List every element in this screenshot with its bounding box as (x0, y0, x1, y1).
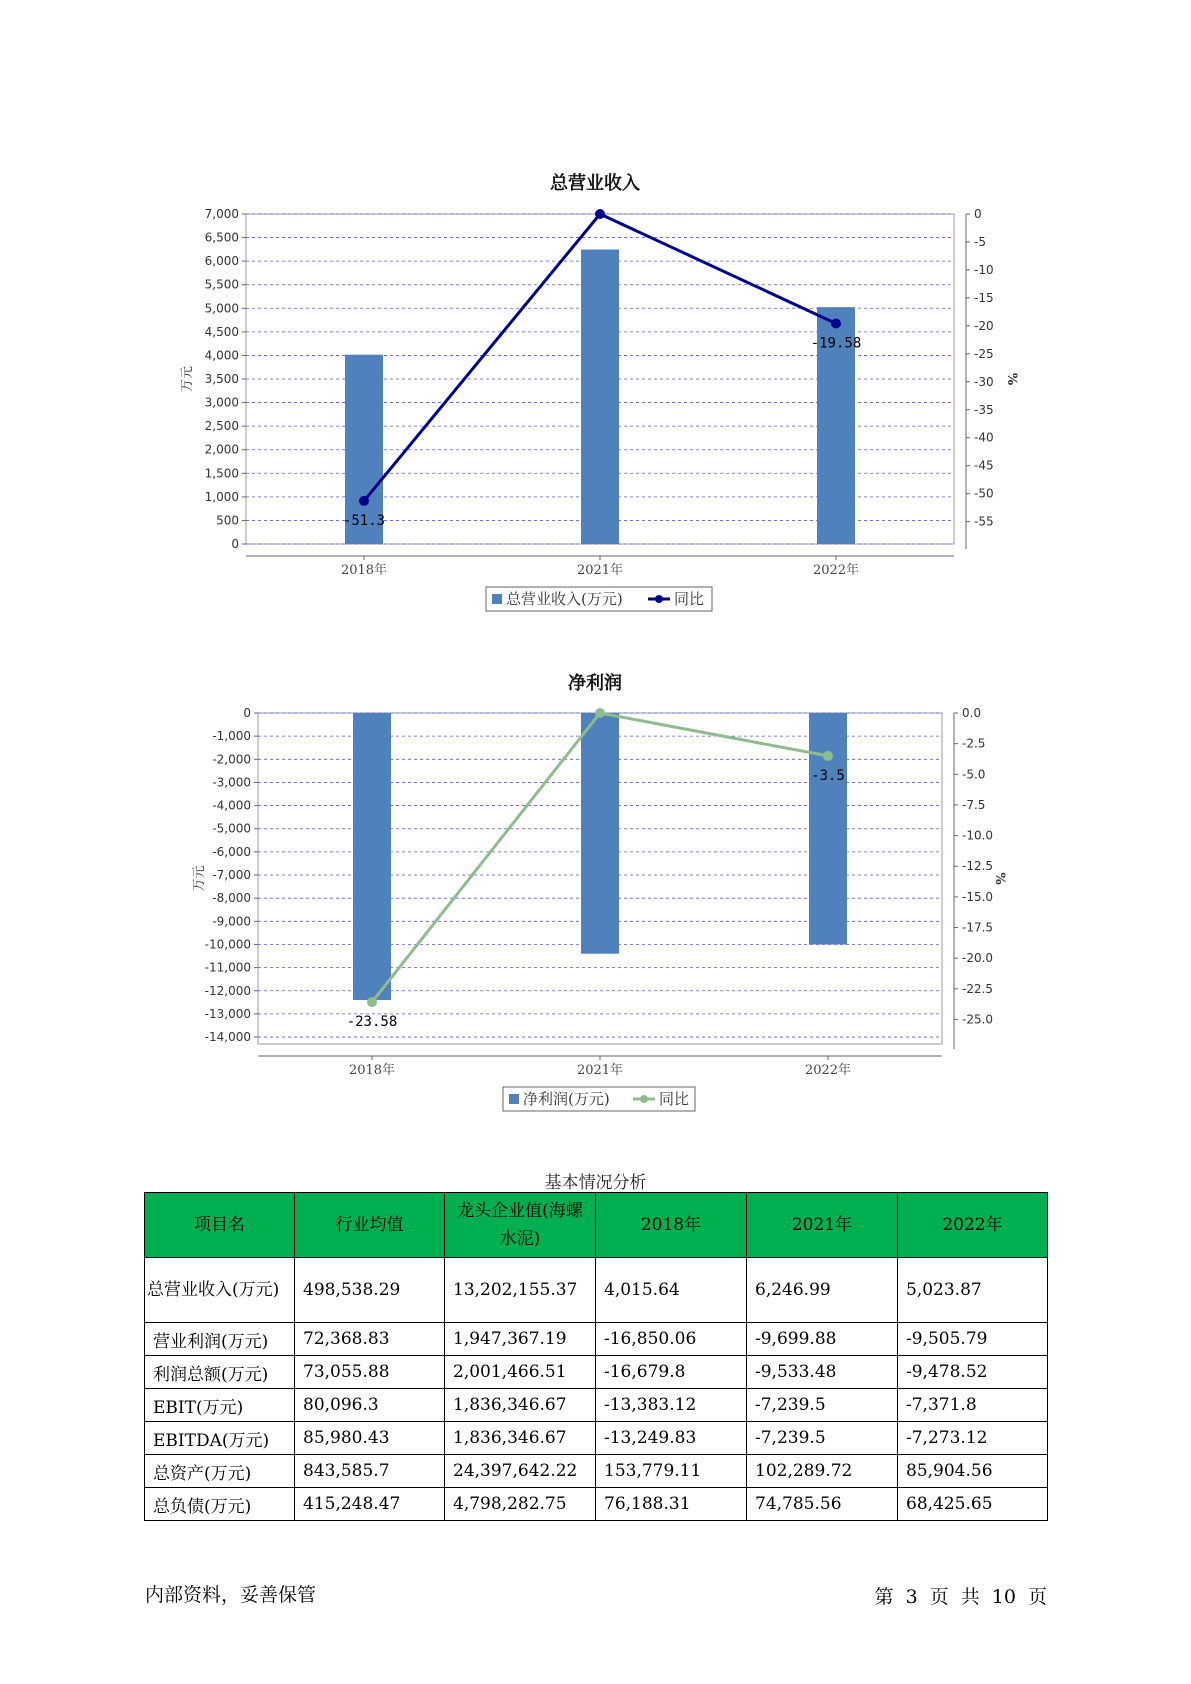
header-leader-value: 龙头企业值(海螺水泥) (445, 1193, 596, 1258)
legend-line-marker (640, 1095, 648, 1103)
y-right-axis-label: % (992, 872, 1007, 885)
x-tick-label: 2018年 (340, 563, 388, 578)
y-tick-label: 1,500 (204, 466, 239, 481)
y-tick-label: 4,000 (204, 348, 239, 363)
data-label: -51.3 (342, 512, 386, 529)
table-row (145, 1323, 1048, 1356)
y-right-tick-label: -30 (974, 374, 994, 389)
y-right-tick-label: -7.5 (962, 797, 986, 812)
y-tick-label: 4,500 (204, 324, 239, 339)
y-tick-label: 7,000 (204, 207, 239, 221)
yoy-point (367, 997, 377, 1007)
y-tick-label: -14,000 (204, 1030, 251, 1045)
yoy-point (359, 496, 369, 506)
y-right-tick-label: -12.5 (962, 859, 994, 874)
y-right-tick-label: -5 (974, 234, 986, 249)
cell-2021: 6,246.99 (747, 1258, 898, 1323)
x-tick-label: 2022年 (804, 1063, 852, 1078)
cell-2021: -7,239.5 (747, 1389, 898, 1422)
header-2021: 2021年 (747, 1193, 898, 1258)
y-tick-label: 0 (231, 537, 239, 551)
table-row (145, 1356, 1048, 1389)
basic-analysis-table (144, 1192, 1048, 1521)
footer-page-number: 第 3 页 共 10 页 (874, 1586, 1047, 1608)
y-right-tick-label: -22.5 (962, 981, 994, 996)
y-tick-label: 6,000 (204, 254, 239, 269)
chart-legend (486, 587, 712, 611)
y-right-tick-label: 0 (974, 207, 982, 221)
cell-2018: 4,015.64 (596, 1258, 747, 1323)
cell-industry-avg: 73,055.88 (295, 1356, 445, 1389)
table-row (145, 1422, 1048, 1455)
cell-industry-avg: 843,585.7 (295, 1455, 445, 1488)
y-tick-label: -5,000 (212, 821, 251, 836)
legend-bar-swatch (509, 1094, 519, 1104)
x-tick-label: 2021年 (576, 1063, 624, 1078)
row-label: 利润总额(万元) (145, 1356, 295, 1389)
cell-industry-avg: 415,248.47 (295, 1488, 445, 1521)
bar (353, 713, 391, 1000)
x-tick-label: 2021年 (576, 563, 624, 578)
cell-2021: 102,289.72 (747, 1455, 898, 1488)
table-header-row (145, 1193, 1048, 1258)
y-tick-label: -8,000 (212, 891, 251, 906)
yoy-point (595, 708, 605, 718)
legend-bar-label: 净利润(万元) (523, 1090, 610, 1108)
cell-2022: -9,478.52 (898, 1356, 1048, 1389)
cell-2021: -9,533.48 (747, 1356, 898, 1389)
y-tick-label: 2,500 (204, 419, 239, 434)
y-tick-label: 3,000 (204, 395, 239, 410)
y-right-tick-label: -20.0 (962, 951, 994, 966)
chart-legend (503, 1087, 695, 1111)
cell-2022: -7,371.8 (898, 1389, 1048, 1422)
chart-title: 总营业收入 (550, 173, 640, 194)
cell-2022: -9,505.79 (898, 1323, 1048, 1356)
y-right-tick-label: -2.5 (962, 736, 986, 751)
cell-industry-avg: 498,538.29 (295, 1258, 445, 1323)
cell-leader-value: 4,798,282.75 (445, 1488, 596, 1521)
cell-2021: 74,785.56 (747, 1488, 898, 1521)
y-right-tick-label: -15 (974, 290, 994, 305)
y-tick-label: -11,000 (204, 960, 251, 975)
cell-industry-avg: 72,368.83 (295, 1323, 445, 1356)
row-label: 总营业收入(万元) (145, 1258, 295, 1323)
cell-2021: -7,239.5 (747, 1422, 898, 1455)
data-label: -19.58 (810, 335, 862, 352)
cell-leader-value: 24,397,642.22 (445, 1455, 596, 1488)
y-right-tick-label: -10.0 (962, 828, 994, 843)
x-tick-label: 2022年 (812, 563, 860, 578)
table-row (145, 1389, 1048, 1422)
legend-line-marker (655, 595, 663, 603)
y-tick-label: 3,500 (204, 372, 239, 386)
cell-2022: 5,023.87 (898, 1258, 1048, 1323)
y-tick-label: 5,000 (204, 301, 239, 316)
chart-title: 净利润 (568, 673, 622, 694)
table-row (145, 1258, 1048, 1323)
data-label: -23.58 (346, 1014, 398, 1031)
y-right-tick-label: -55 (974, 514, 994, 529)
row-label: EBIT(万元) (145, 1389, 295, 1422)
y-tick-label: -6,000 (212, 844, 251, 859)
y-tick-label: 0 (243, 706, 251, 720)
cell-2018: 76,188.31 (596, 1488, 747, 1521)
y-right-tick-label: -15.0 (962, 889, 994, 904)
y-right-tick-label: -25 (974, 346, 994, 361)
y-right-tick-label: -35 (974, 402, 994, 417)
y-tick-label: 6,500 (204, 230, 239, 245)
y-tick-label: 1,000 (204, 489, 239, 504)
cell-leader-value: 13,202,155.37 (445, 1258, 596, 1323)
y-right-tick-label: 0.0 (962, 706, 982, 720)
y-tick-label: -10,000 (204, 937, 251, 952)
table-title: 基本情况分析 (544, 1173, 647, 1193)
cell-2022: 68,425.65 (898, 1488, 1048, 1521)
cell-2022: -7,273.12 (898, 1422, 1048, 1455)
cell-industry-avg: 80,096.3 (295, 1389, 445, 1422)
y-tick-label: -3,000 (212, 775, 251, 790)
revenue-chart (0, 160, 1191, 620)
legend-bar-label: 总营业收入(万元) (506, 590, 623, 608)
row-label: 营业利润(万元) (145, 1323, 295, 1356)
cell-leader-value: 1,836,346.67 (445, 1422, 596, 1455)
y-axis-label: 万元 (180, 365, 195, 393)
cell-leader-value: 2,001,466.51 (445, 1356, 596, 1389)
y-tick-label: 2,000 (204, 442, 239, 457)
y-tick-label: -13,000 (204, 1006, 251, 1021)
y-right-tick-label: -40 (974, 430, 994, 445)
cell-leader-value: 1,947,367.19 (445, 1323, 596, 1356)
cell-2022: 85,904.56 (898, 1455, 1048, 1488)
legend-bar-swatch (492, 594, 502, 604)
cell-industry-avg: 85,980.43 (295, 1422, 445, 1455)
y-right-tick-label: -5.0 (962, 767, 986, 782)
y-tick-label: 500 (216, 513, 239, 528)
legend-line-label: 同比 (659, 1090, 690, 1108)
y-tick-label: -4,000 (212, 798, 251, 813)
cell-2018: -13,383.12 (596, 1389, 747, 1422)
y-right-tick-label: -10 (974, 262, 994, 277)
y-right-tick-label: -45 (974, 458, 994, 473)
y-right-tick-label: -50 (974, 486, 994, 501)
table-row (145, 1455, 1048, 1488)
y-tick-label: -7,000 (212, 868, 251, 883)
row-label: 总资产(万元) (145, 1455, 295, 1488)
y-tick-label: -9,000 (212, 914, 251, 929)
cell-2021: -9,699.88 (747, 1323, 898, 1356)
footer-confidential-note: 内部资料，妥善保管 (145, 1584, 317, 1606)
header-item-name: 项目名 (145, 1193, 295, 1258)
header-2022: 2022年 (898, 1193, 1048, 1258)
header-2018: 2018年 (596, 1193, 747, 1258)
row-label: 总负债(万元) (145, 1488, 295, 1521)
y-right-axis-label: % (1004, 372, 1019, 386)
y-axis-label: 万元 (192, 865, 207, 892)
revenue-chart-svg (0, 160, 1191, 620)
y-tick-label: -1,000 (212, 729, 251, 744)
row-label: EBITDA(万元) (145, 1422, 295, 1455)
y-tick-label: 5,500 (204, 277, 239, 292)
x-tick-label: 2018年 (348, 1063, 396, 1078)
net-profit-chart (0, 660, 1191, 1120)
yoy-point (823, 751, 833, 761)
cell-2018: -16,850.06 (596, 1323, 747, 1356)
header-industry-avg: 行业均值 (295, 1193, 445, 1258)
net-profit-chart-svg (0, 660, 1191, 1120)
cell-2018: -13,249.83 (596, 1422, 747, 1455)
cell-2018: -16,679.8 (596, 1356, 747, 1389)
legend-line-label: 同比 (674, 590, 705, 608)
yoy-point (831, 319, 841, 329)
bar (581, 249, 619, 544)
y-right-tick-label: -20 (974, 318, 994, 333)
y-tick-label: -2,000 (212, 752, 251, 767)
yoy-point (595, 209, 605, 219)
bar (581, 713, 619, 954)
cell-2018: 153,779.11 (596, 1455, 747, 1488)
y-right-tick-label: -17.5 (962, 920, 994, 935)
data-label: -3.5 (811, 767, 845, 784)
cell-leader-value: 1,836,346.67 (445, 1389, 596, 1422)
y-tick-label: -12,000 (204, 983, 251, 998)
bar (809, 713, 847, 944)
table-row (145, 1488, 1048, 1521)
y-right-tick-label: -25.0 (962, 1012, 994, 1027)
